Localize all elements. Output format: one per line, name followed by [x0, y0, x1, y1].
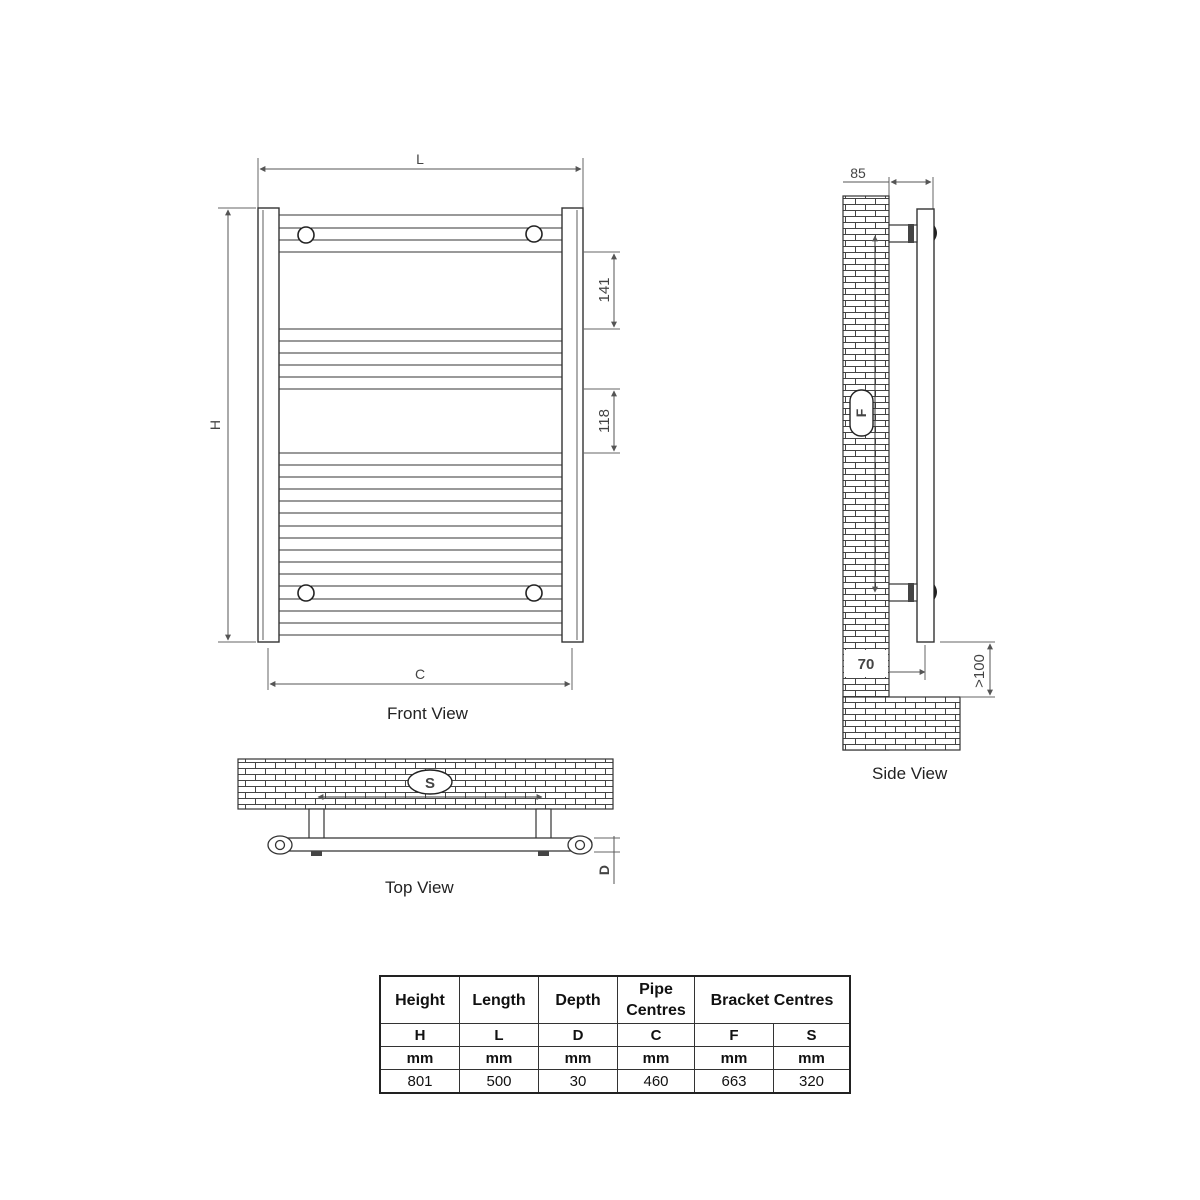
table-cell: 460	[618, 1070, 695, 1094]
dim-label-100: >100	[971, 654, 988, 688]
rail-top	[270, 838, 592, 851]
dim-label-C: C	[414, 666, 426, 682]
table-cell: H	[380, 1024, 460, 1047]
header-height: Height	[380, 976, 460, 1024]
dim-label-H: H	[207, 419, 223, 431]
right-upright	[562, 208, 583, 642]
table-cell: 500	[460, 1070, 539, 1094]
header-length: Length	[460, 976, 539, 1024]
spec-table	[379, 975, 851, 1094]
table-cell: D	[539, 1024, 618, 1047]
table-row	[380, 1070, 850, 1094]
bracket-circle	[526, 226, 542, 242]
table-cell: S	[774, 1024, 851, 1047]
header-depth: Depth	[539, 976, 618, 1024]
header-bracket-centres: Bracket Centres	[695, 976, 851, 1024]
top-view	[238, 759, 620, 884]
table-cell: L	[460, 1024, 539, 1047]
radiator-upright-side	[917, 209, 934, 642]
table-cell: 320	[774, 1070, 851, 1094]
floor-brick	[843, 697, 960, 750]
bracket-circle	[298, 227, 314, 243]
top-view-caption: Top View	[385, 878, 454, 897]
table-cell: mm	[539, 1047, 618, 1070]
side-view	[843, 165, 995, 750]
dim-label-D: D	[596, 864, 612, 876]
table-cell: 30	[539, 1070, 618, 1094]
bracket-circle	[298, 585, 314, 601]
dim-label-L: L	[416, 151, 424, 167]
table-cell: mm	[618, 1047, 695, 1070]
dim-label-118: 118	[596, 409, 613, 433]
table-row	[380, 1047, 850, 1070]
header-pipe-centres: Pipe Centres	[618, 976, 695, 1024]
dim-label-141: 141	[596, 277, 613, 303]
bracket-circle	[526, 585, 542, 601]
table-cell: mm	[460, 1047, 539, 1070]
table-cell: mm	[774, 1047, 851, 1070]
table-cell: mm	[695, 1047, 774, 1070]
table-cell: 663	[695, 1070, 774, 1094]
bracket-label-S: S	[424, 775, 436, 792]
table-row	[380, 1024, 850, 1047]
bracket-label-F: F	[853, 408, 869, 418]
table-cell: F	[695, 1024, 774, 1047]
table-cell: 801	[380, 1070, 460, 1094]
dim-label-70: 70	[857, 656, 875, 673]
dim-label-85: 85	[850, 165, 866, 181]
side-view-caption: Side View	[872, 764, 948, 783]
left-upright	[258, 208, 279, 642]
table-header-row	[380, 976, 850, 1024]
table-cell: mm	[380, 1047, 460, 1070]
front-view	[207, 151, 620, 690]
front-view-caption: Front View	[387, 704, 468, 723]
rail-group	[279, 215, 562, 635]
table-cell: C	[618, 1024, 695, 1047]
